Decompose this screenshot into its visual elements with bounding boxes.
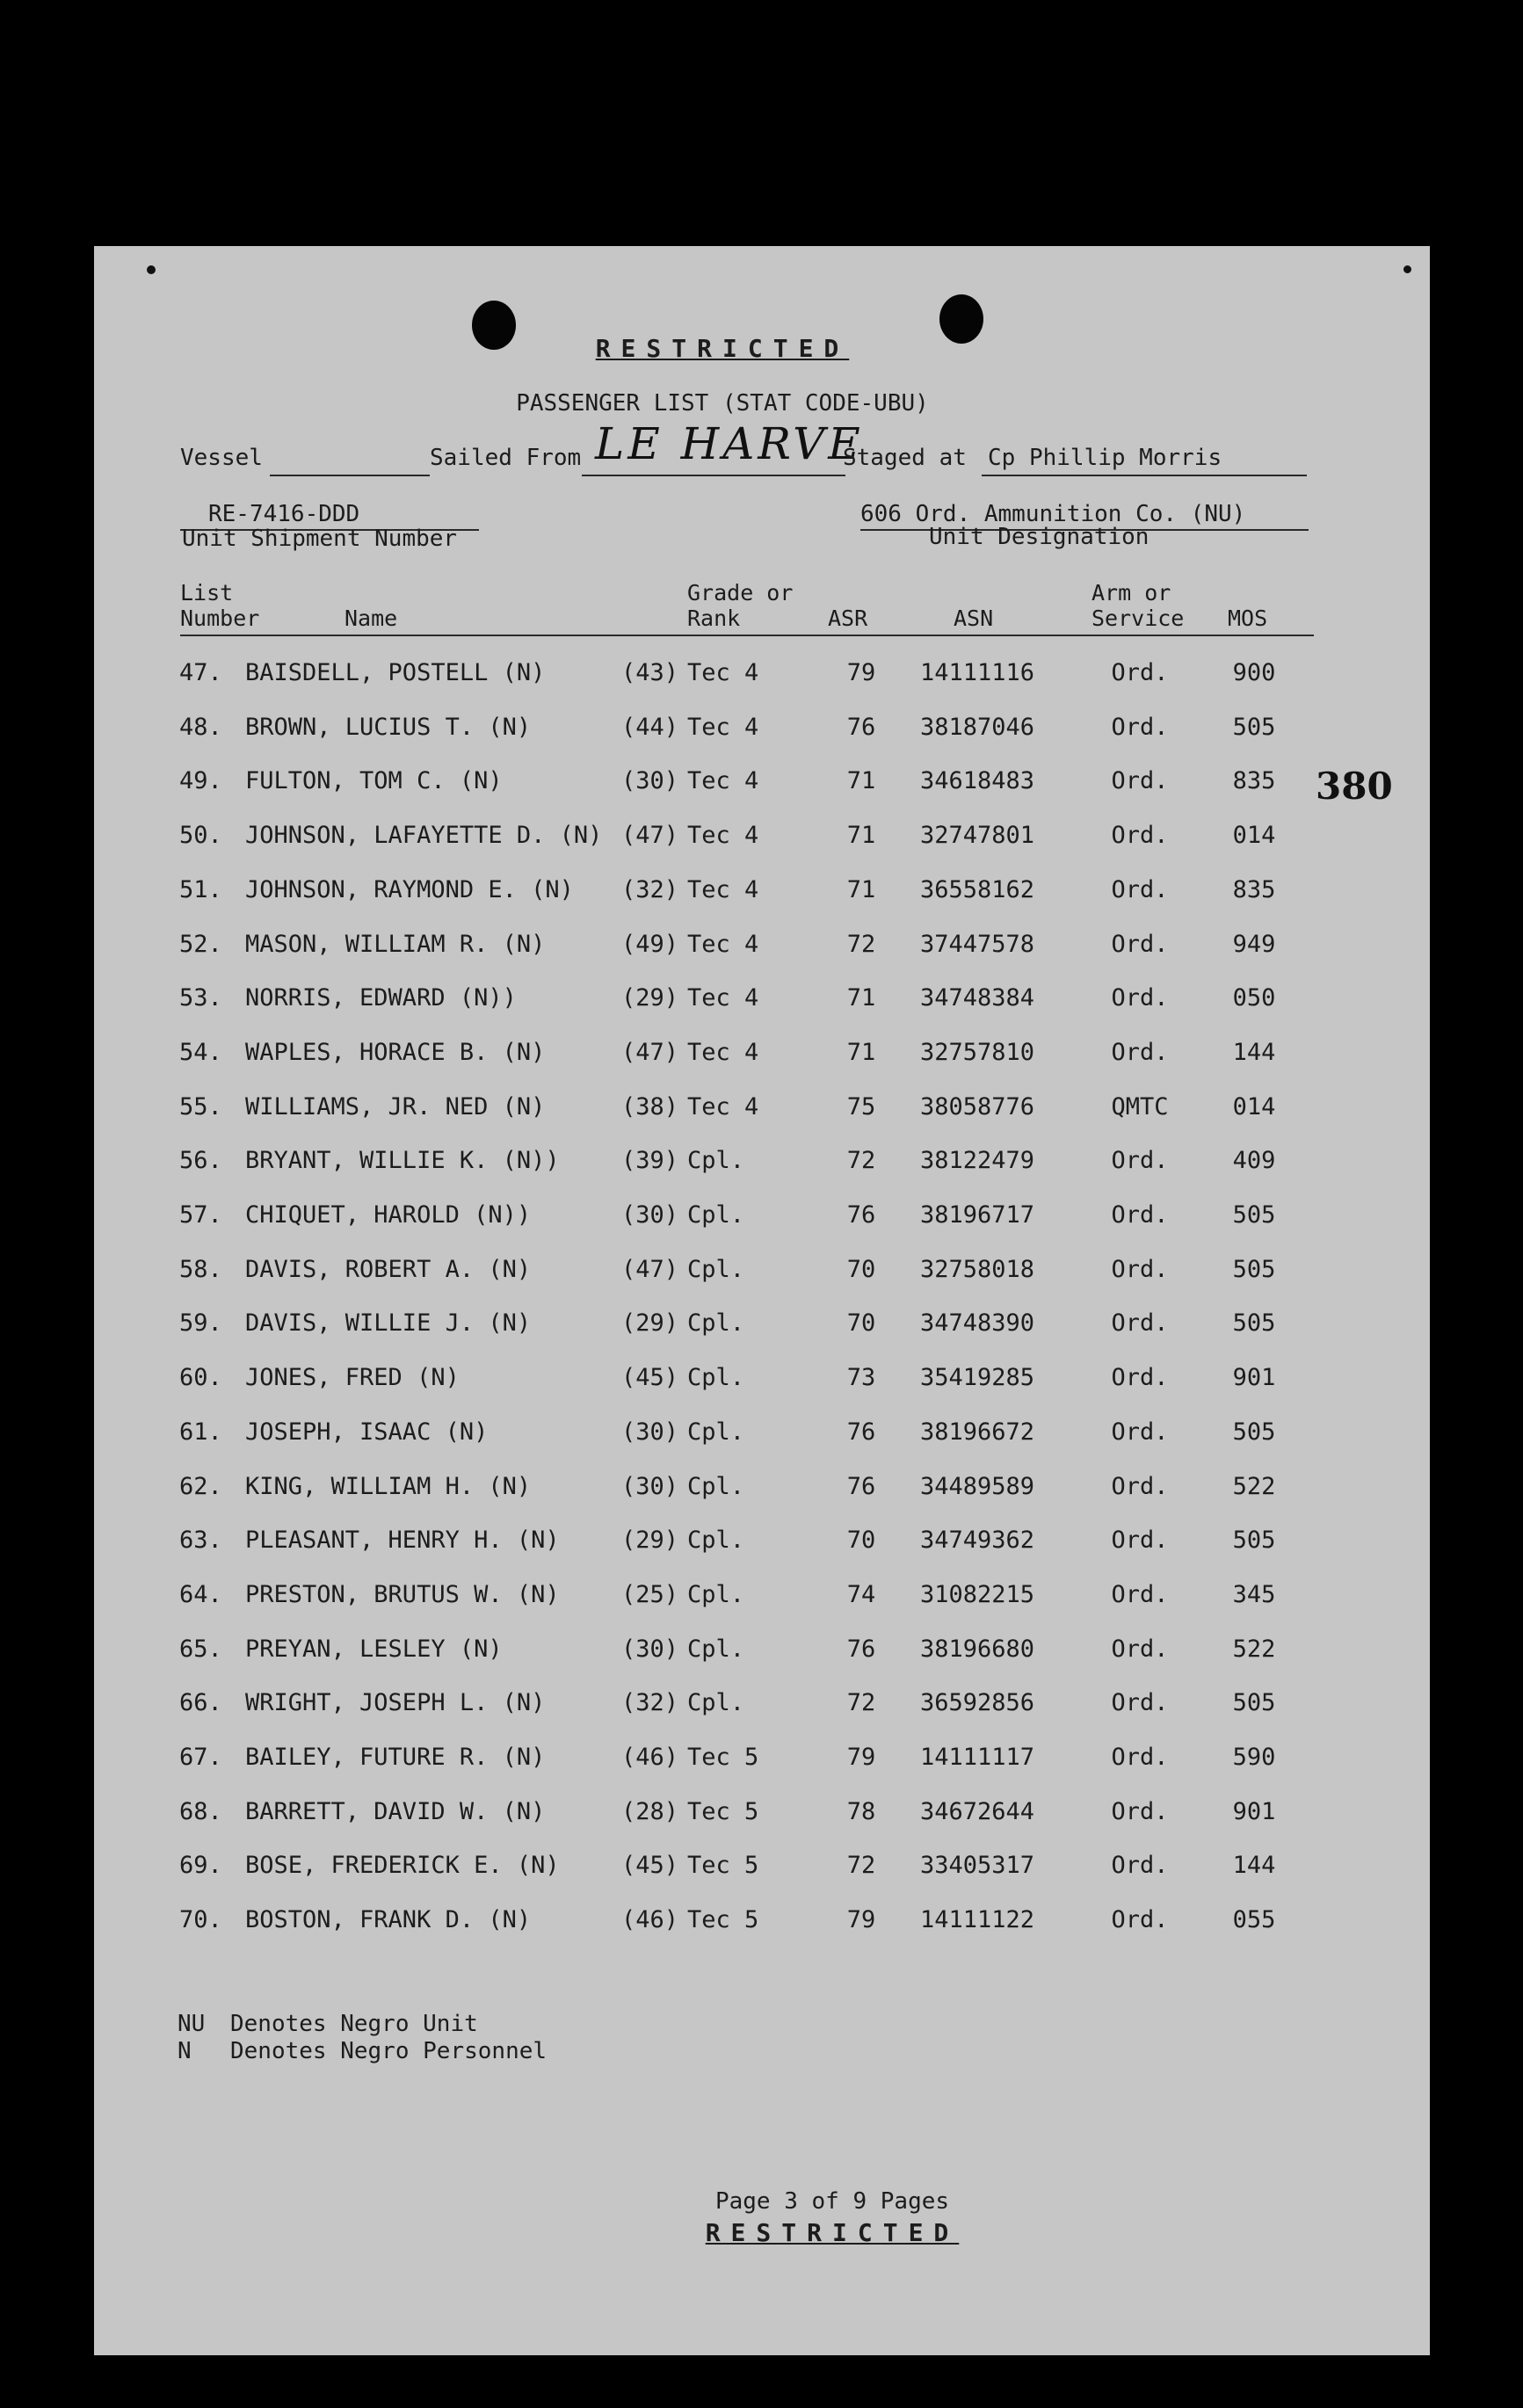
cell-asr: 76	[846, 1201, 876, 1229]
cell-age: (49)	[621, 931, 679, 958]
cell-arm: Ord.	[1111, 714, 1169, 741]
cell-arm: Ord.	[1111, 1256, 1169, 1283]
cell-num: 58.	[179, 1256, 222, 1283]
cell-num: 51.	[179, 876, 222, 903]
cell-name: KING, WILLIAM H. (N)	[245, 1473, 532, 1500]
cell-asr: 76	[846, 714, 876, 741]
legend-nu-text: Denotes Negro Unit	[230, 2011, 478, 2037]
cell-arm: Ord.	[1111, 1527, 1169, 1554]
cell-mos: 055	[1232, 1906, 1276, 1933]
cell-arm: Ord.	[1111, 1744, 1169, 1771]
cell-asn: 14111117	[919, 1744, 1035, 1771]
cell-grade: Cpl.	[687, 1581, 745, 1608]
cell-mos: 144	[1232, 1852, 1276, 1879]
cell-grade: Tec 5	[687, 1744, 759, 1771]
cell-arm: QMTC	[1111, 1093, 1169, 1121]
unit-caption: Unit Designation	[929, 524, 1150, 550]
cell-num: 67.	[179, 1744, 222, 1771]
table-row	[94, 659, 1430, 694]
cell-asn: 36592856	[919, 1689, 1035, 1716]
restricted-bottom: RESTRICTED	[705, 2218, 960, 2247]
cell-asn: 34672644	[919, 1798, 1035, 1825]
staged-label: Staged at	[843, 445, 967, 471]
cell-num: 54.	[179, 1039, 222, 1066]
cell-arm: Ord.	[1111, 1309, 1169, 1337]
cell-grade: Cpl.	[687, 1473, 745, 1500]
cell-asr: 71	[846, 984, 876, 1012]
cell-asn: 38196680	[919, 1636, 1035, 1663]
cell-asr: 71	[846, 767, 876, 794]
cell-age: (39)	[621, 1147, 679, 1174]
cell-age: (47)	[621, 822, 679, 849]
cell-mos: 590	[1232, 1744, 1276, 1771]
cell-asr: 73	[846, 1364, 876, 1391]
cell-num: 69.	[179, 1852, 222, 1879]
cell-asr: 76	[846, 1636, 876, 1663]
cell-mos: 505	[1232, 1309, 1276, 1337]
cell-mos: 901	[1232, 1798, 1276, 1825]
cell-asr: 71	[846, 1039, 876, 1066]
cell-age: (30)	[621, 1636, 679, 1663]
document-title: PASSENGER LIST (STAT CODE-UBU)	[516, 390, 929, 417]
cell-asr: 72	[846, 1147, 876, 1174]
cell-arm: Ord.	[1111, 876, 1169, 903]
cell-asr: 74	[846, 1581, 876, 1608]
col-grade: Grade or Rank	[687, 580, 794, 631]
cell-asr: 71	[846, 822, 876, 849]
cell-asn: 37447578	[919, 931, 1035, 958]
cell-arm: Ord.	[1111, 1852, 1169, 1879]
cell-asn: 38196672	[919, 1418, 1035, 1446]
cell-age: (30)	[621, 1201, 679, 1229]
cell-name: PRESTON, BRUTUS W. (N)	[245, 1581, 560, 1608]
cell-num: 61.	[179, 1418, 222, 1446]
cell-asn: 34749362	[919, 1527, 1035, 1554]
cell-age: (25)	[621, 1581, 679, 1608]
table-row	[94, 931, 1430, 966]
cell-mos: 144	[1232, 1039, 1276, 1066]
cell-asn: 34489589	[919, 1473, 1035, 1500]
cell-asr: 70	[846, 1256, 876, 1283]
document-page	[94, 246, 1430, 2355]
staged-value: Cp Phillip Morris	[988, 445, 1222, 471]
cell-arm: Ord.	[1111, 1147, 1169, 1174]
cell-age: (45)	[621, 1852, 679, 1879]
table-row	[94, 1093, 1430, 1128]
cell-arm: Ord.	[1111, 984, 1169, 1012]
cell-age: (32)	[621, 876, 679, 903]
cell-mos: 014	[1232, 1093, 1276, 1121]
cell-name: DAVIS, ROBERT A. (N)	[245, 1256, 532, 1283]
cell-num: 55.	[179, 1093, 222, 1121]
speck	[1403, 265, 1411, 273]
cell-num: 62.	[179, 1473, 222, 1500]
table-row	[94, 1418, 1430, 1454]
cell-mos: 522	[1232, 1473, 1276, 1500]
table-row	[94, 822, 1430, 857]
cell-grade: Tec 4	[687, 659, 759, 686]
cell-age: (46)	[621, 1906, 679, 1933]
cell-grade: Tec 5	[687, 1906, 759, 1933]
table-row	[94, 1527, 1430, 1562]
cell-age: (44)	[621, 714, 679, 741]
unit-designation: 606 Ord. Ammunition Co. (NU)	[860, 501, 1246, 527]
cell-mos: 901	[1232, 1364, 1276, 1391]
cell-mos: 505	[1232, 1527, 1276, 1554]
cell-asr: 79	[846, 659, 876, 686]
cell-grade: Cpl.	[687, 1527, 745, 1554]
speck	[147, 265, 156, 274]
cell-arm: Ord.	[1111, 767, 1169, 794]
col-asn: ASN	[954, 606, 994, 631]
cell-grade: Tec 4	[687, 822, 759, 849]
cell-asr: 76	[846, 1473, 876, 1500]
cell-asn: 38187046	[919, 714, 1035, 741]
sailed-from-underline	[582, 475, 845, 476]
cell-num: 60.	[179, 1364, 222, 1391]
cell-age: (29)	[621, 1527, 679, 1554]
col-arm: Arm or Service	[1091, 580, 1185, 631]
cell-num: 59.	[179, 1309, 222, 1337]
table-row	[94, 1039, 1430, 1074]
cell-mos: 900	[1232, 659, 1276, 686]
cell-asn: 14111116	[919, 659, 1035, 686]
cell-asn: 14111122	[919, 1906, 1035, 1933]
cell-asr: 72	[846, 1689, 876, 1716]
cell-num: 53.	[179, 984, 222, 1012]
cell-name: CHIQUET, HAROLD (N))	[245, 1201, 532, 1229]
cell-name: PLEASANT, HENRY H. (N)	[245, 1527, 560, 1554]
cell-arm: Ord.	[1111, 1039, 1169, 1066]
table-row	[94, 1147, 1430, 1182]
cell-mos: 409	[1232, 1147, 1276, 1174]
table-row	[94, 767, 1430, 802]
cell-arm: Ord.	[1111, 1636, 1169, 1663]
cell-age: (45)	[621, 1364, 679, 1391]
cell-grade: Tec 5	[687, 1852, 759, 1879]
cell-name: BOSTON, FRANK D. (N)	[245, 1906, 532, 1933]
cell-grade: Tec 4	[687, 767, 759, 794]
cell-name: BAISDELL, POSTELL (N)	[245, 659, 546, 686]
cell-grade: Cpl.	[687, 1309, 745, 1337]
table-row	[94, 1256, 1430, 1291]
cell-mos: 949	[1232, 931, 1276, 958]
cell-asn: 38058776	[919, 1093, 1035, 1121]
header-rule	[180, 635, 1314, 636]
cell-name: JOSEPH, ISAAC (N)	[245, 1418, 489, 1446]
cell-name: BROWN, LUCIUS T. (N)	[245, 714, 532, 741]
cell-asr: 79	[846, 1744, 876, 1771]
table-row	[94, 1798, 1430, 1833]
cell-asr: 72	[846, 1852, 876, 1879]
table-row	[94, 876, 1430, 911]
cell-num: 50.	[179, 822, 222, 849]
table-row	[94, 1906, 1430, 1941]
col-list-number: List Number	[180, 580, 260, 631]
cell-mos: 050	[1232, 984, 1276, 1012]
vessel-underline	[270, 475, 430, 476]
cell-asr: 79	[846, 1906, 876, 1933]
cell-name: JOHNSON, RAYMOND E. (N)	[245, 876, 574, 903]
cell-mos: 014	[1232, 822, 1276, 849]
cell-mos: 345	[1232, 1581, 1276, 1608]
cell-num: 66.	[179, 1689, 222, 1716]
cell-asr: 72	[846, 931, 876, 958]
cell-arm: Ord.	[1111, 659, 1169, 686]
cell-asn: 33405317	[919, 1852, 1035, 1879]
cell-grade: Tec 4	[687, 1093, 759, 1121]
table-row	[94, 1636, 1430, 1671]
table-row	[94, 984, 1430, 1019]
cell-name: BOSE, FREDERICK E. (N)	[245, 1852, 560, 1879]
col-name: Name	[344, 606, 398, 631]
restricted-top: RESTRICTED	[595, 334, 850, 363]
cell-asn: 34748384	[919, 984, 1035, 1012]
cell-num: 56.	[179, 1147, 222, 1174]
cell-asn: 34748390	[919, 1309, 1035, 1337]
cell-num: 52.	[179, 931, 222, 958]
cell-num: 57.	[179, 1201, 222, 1229]
cell-age: (29)	[621, 1309, 679, 1337]
staged-underline	[982, 475, 1307, 476]
cell-grade: Cpl.	[687, 1201, 745, 1229]
cell-asr: 71	[846, 876, 876, 903]
cell-arm: Ord.	[1111, 1473, 1169, 1500]
table-row	[94, 1581, 1430, 1616]
cell-name: DAVIS, WILLIE J. (N)	[245, 1309, 532, 1337]
cell-name: WAPLES, HORACE B. (N)	[245, 1039, 546, 1066]
cell-name: BRYANT, WILLIE K. (N))	[245, 1147, 560, 1174]
cell-arm: Ord.	[1111, 1364, 1169, 1391]
cell-age: (30)	[621, 767, 679, 794]
vessel-label: Vessel	[180, 445, 263, 471]
cell-age: (46)	[621, 1744, 679, 1771]
sailed-from-label: Sailed From	[430, 445, 582, 471]
cell-arm: Ord.	[1111, 1689, 1169, 1716]
cell-grade: Cpl.	[687, 1147, 745, 1174]
cell-mos: 505	[1232, 714, 1276, 741]
cell-asn: 32757810	[919, 1039, 1035, 1066]
cell-asn: 32747801	[919, 822, 1035, 849]
vessel-value	[270, 445, 430, 471]
shipment-caption: Unit Shipment Number	[182, 526, 458, 552]
cell-mos: 505	[1232, 1256, 1276, 1283]
cell-arm: Ord.	[1111, 1906, 1169, 1933]
col-asr: ASR	[828, 606, 868, 631]
legend-nu-code: NU	[178, 2011, 206, 2037]
cell-age: (30)	[621, 1473, 679, 1500]
cell-name: MASON, WILLIAM R. (N)	[245, 931, 546, 958]
table-row	[94, 1309, 1430, 1345]
cell-age: (47)	[621, 1039, 679, 1066]
table-row	[94, 1852, 1430, 1887]
cell-asn: 36558162	[919, 876, 1035, 903]
table-row	[94, 1201, 1430, 1237]
cell-age: (29)	[621, 984, 679, 1012]
cell-name: JOHNSON, LAFAYETTE D. (N)	[245, 822, 603, 849]
legend-n-code: N	[178, 2038, 192, 2064]
cell-arm: Ord.	[1111, 1418, 1169, 1446]
cell-asr: 78	[846, 1798, 876, 1825]
cell-asn: 38196717	[919, 1201, 1035, 1229]
cell-name: FULTON, TOM C. (N)	[245, 767, 503, 794]
cell-grade: Cpl.	[687, 1418, 745, 1446]
cell-num: 70.	[179, 1906, 222, 1933]
cell-arm: Ord.	[1111, 1798, 1169, 1825]
table-row	[94, 1364, 1430, 1399]
cell-asn: 38122479	[919, 1147, 1035, 1174]
table-row	[94, 1473, 1430, 1508]
cell-age: (30)	[621, 1418, 679, 1446]
col-mos: MOS	[1228, 606, 1268, 631]
cell-age: (28)	[621, 1798, 679, 1825]
cell-asn: 31082215	[919, 1581, 1035, 1608]
cell-num: 49.	[179, 767, 222, 794]
cell-asn: 32758018	[919, 1256, 1035, 1283]
cell-age: (32)	[621, 1689, 679, 1716]
cell-mos: 505	[1232, 1689, 1276, 1716]
cell-num: 63.	[179, 1527, 222, 1554]
cell-grade: Cpl.	[687, 1689, 745, 1716]
cell-num: 68.	[179, 1798, 222, 1825]
cell-grade: Tec 4	[687, 1039, 759, 1066]
cell-age: (38)	[621, 1093, 679, 1121]
cell-age: (43)	[621, 659, 679, 686]
sailed-from-handwritten: LE HARVE	[595, 418, 864, 469]
cell-mos: 505	[1232, 1201, 1276, 1229]
cell-asr: 70	[846, 1309, 876, 1337]
cell-name: PREYAN, LESLEY (N)	[245, 1636, 503, 1663]
cell-grade: Cpl.	[687, 1636, 745, 1663]
cell-mos: 835	[1232, 876, 1276, 903]
cell-grade: Tec 4	[687, 876, 759, 903]
page-number: Page 3 of 9 Pages	[714, 2188, 950, 2215]
cell-asr: 75	[846, 1093, 876, 1121]
cell-name: WILLIAMS, JR. NED (N)	[245, 1093, 546, 1121]
cell-arm: Ord.	[1111, 1201, 1169, 1229]
cell-grade: Cpl.	[687, 1256, 745, 1283]
cell-mos: 522	[1232, 1636, 1276, 1663]
cell-age: (47)	[621, 1256, 679, 1283]
cell-mos: 505	[1232, 1418, 1276, 1446]
table-row	[94, 714, 1430, 749]
cell-asr: 76	[846, 1418, 876, 1446]
cell-arm: Ord.	[1111, 1581, 1169, 1608]
cell-asn: 34618483	[919, 767, 1035, 794]
cell-name: BARRETT, DAVID W. (N)	[245, 1798, 546, 1825]
cell-num: 48.	[179, 714, 222, 741]
cell-asn: 35419285	[919, 1364, 1035, 1391]
legend-n-text: Denotes Negro Personnel	[230, 2038, 548, 2064]
cell-grade: Cpl.	[687, 1364, 745, 1391]
cell-name: JONES, FRED (N)	[245, 1364, 460, 1391]
cell-mos: 835	[1232, 767, 1276, 794]
cell-grade: Tec 4	[687, 931, 759, 958]
cell-asr: 70	[846, 1527, 876, 1554]
cell-num: 65.	[179, 1636, 222, 1663]
cell-name: WRIGHT, JOSEPH L. (N)	[245, 1689, 546, 1716]
shipment-number: RE-7416-DDD	[208, 501, 360, 527]
cell-name: NORRIS, EDWARD (N))	[245, 984, 517, 1012]
cell-grade: Tec 5	[687, 1798, 759, 1825]
cell-grade: Tec 4	[687, 714, 759, 741]
cell-grade: Tec 4	[687, 984, 759, 1012]
cell-num: 64.	[179, 1581, 222, 1608]
page-stamp-number: 380	[1316, 765, 1393, 808]
cell-name: BAILEY, FUTURE R. (N)	[245, 1744, 546, 1771]
table-row	[94, 1744, 1430, 1779]
cell-num: 47.	[179, 659, 222, 686]
cell-arm: Ord.	[1111, 931, 1169, 958]
table-row	[94, 1689, 1430, 1724]
cell-arm: Ord.	[1111, 822, 1169, 849]
